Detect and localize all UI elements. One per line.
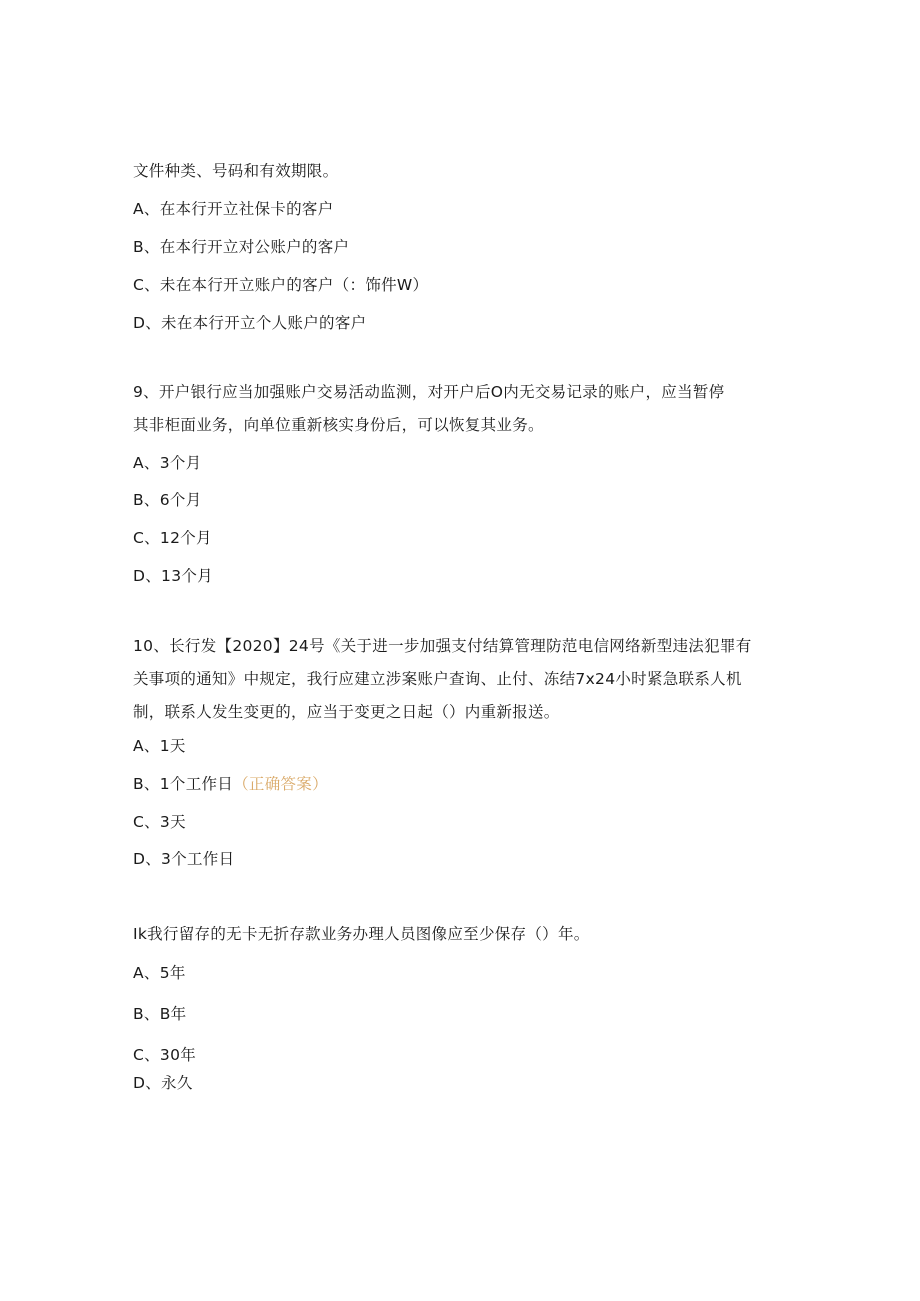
- q9-stem-line-2: 其非柜面业务，向单位重新核实身份后，可以恢复其业务。: [133, 416, 544, 434]
- q10-option-b-text: B、1个工作日: [133, 775, 234, 793]
- q8-option-d: D、未在本行开立个人账户的客户: [133, 314, 367, 332]
- q9-option-a: A、3个月: [133, 454, 202, 472]
- q8-option-b: B、在本行开立对公账户的客户: [133, 238, 350, 256]
- q11-option-c: C、30年: [133, 1046, 197, 1064]
- q8-option-c: C、未在本行开立账户的客户（：饰件W）: [133, 276, 429, 294]
- correct-answer-note: （正确答案）: [233, 775, 328, 793]
- q10-stem-line-1: 10、长行发【2020】24号《关于进一步加强支付结算管理防范电信网络新型违法犯罪有: [133, 637, 752, 655]
- q10-stem-line-3: 制，联系人发生变更的，应当于变更之日起（）内重新报送。: [133, 703, 560, 721]
- q10-option-c: C、3天: [133, 813, 186, 831]
- q11-option-b: B、B年: [133, 1005, 187, 1023]
- q10-option-b: [133, 774, 328, 794]
- q9-option-b: B、6个月: [133, 491, 202, 509]
- q9-stem-line-1: 9、开户银行应当加强账户交易活动监测，对开户后O内无交易记录的账户，应当暂停: [133, 383, 725, 401]
- q9-option-c: C、12个月: [133, 529, 212, 547]
- q11-stem: Ik我行留存的无卡无折存款业务办理人员图像应至少保存（）年。: [133, 925, 590, 943]
- q9-option-d: D、13个月: [133, 567, 213, 585]
- q10-option-a: A、1天: [133, 737, 186, 755]
- q10-option-d: D、3个工作日: [133, 850, 235, 868]
- q8-option-a: A、在本行开立社保卡的客户: [133, 200, 334, 218]
- q8-stem-tail: 文件种类、号码和有效期限。: [133, 162, 339, 180]
- q11-option-d: D、永久: [133, 1074, 193, 1092]
- q10-stem-line-2: 关事项的通知》中规定，我行应建立涉案账户查询、止付、冻结7x24小时紧急联系人机: [133, 670, 742, 688]
- q11-option-a: A、5年: [133, 964, 186, 982]
